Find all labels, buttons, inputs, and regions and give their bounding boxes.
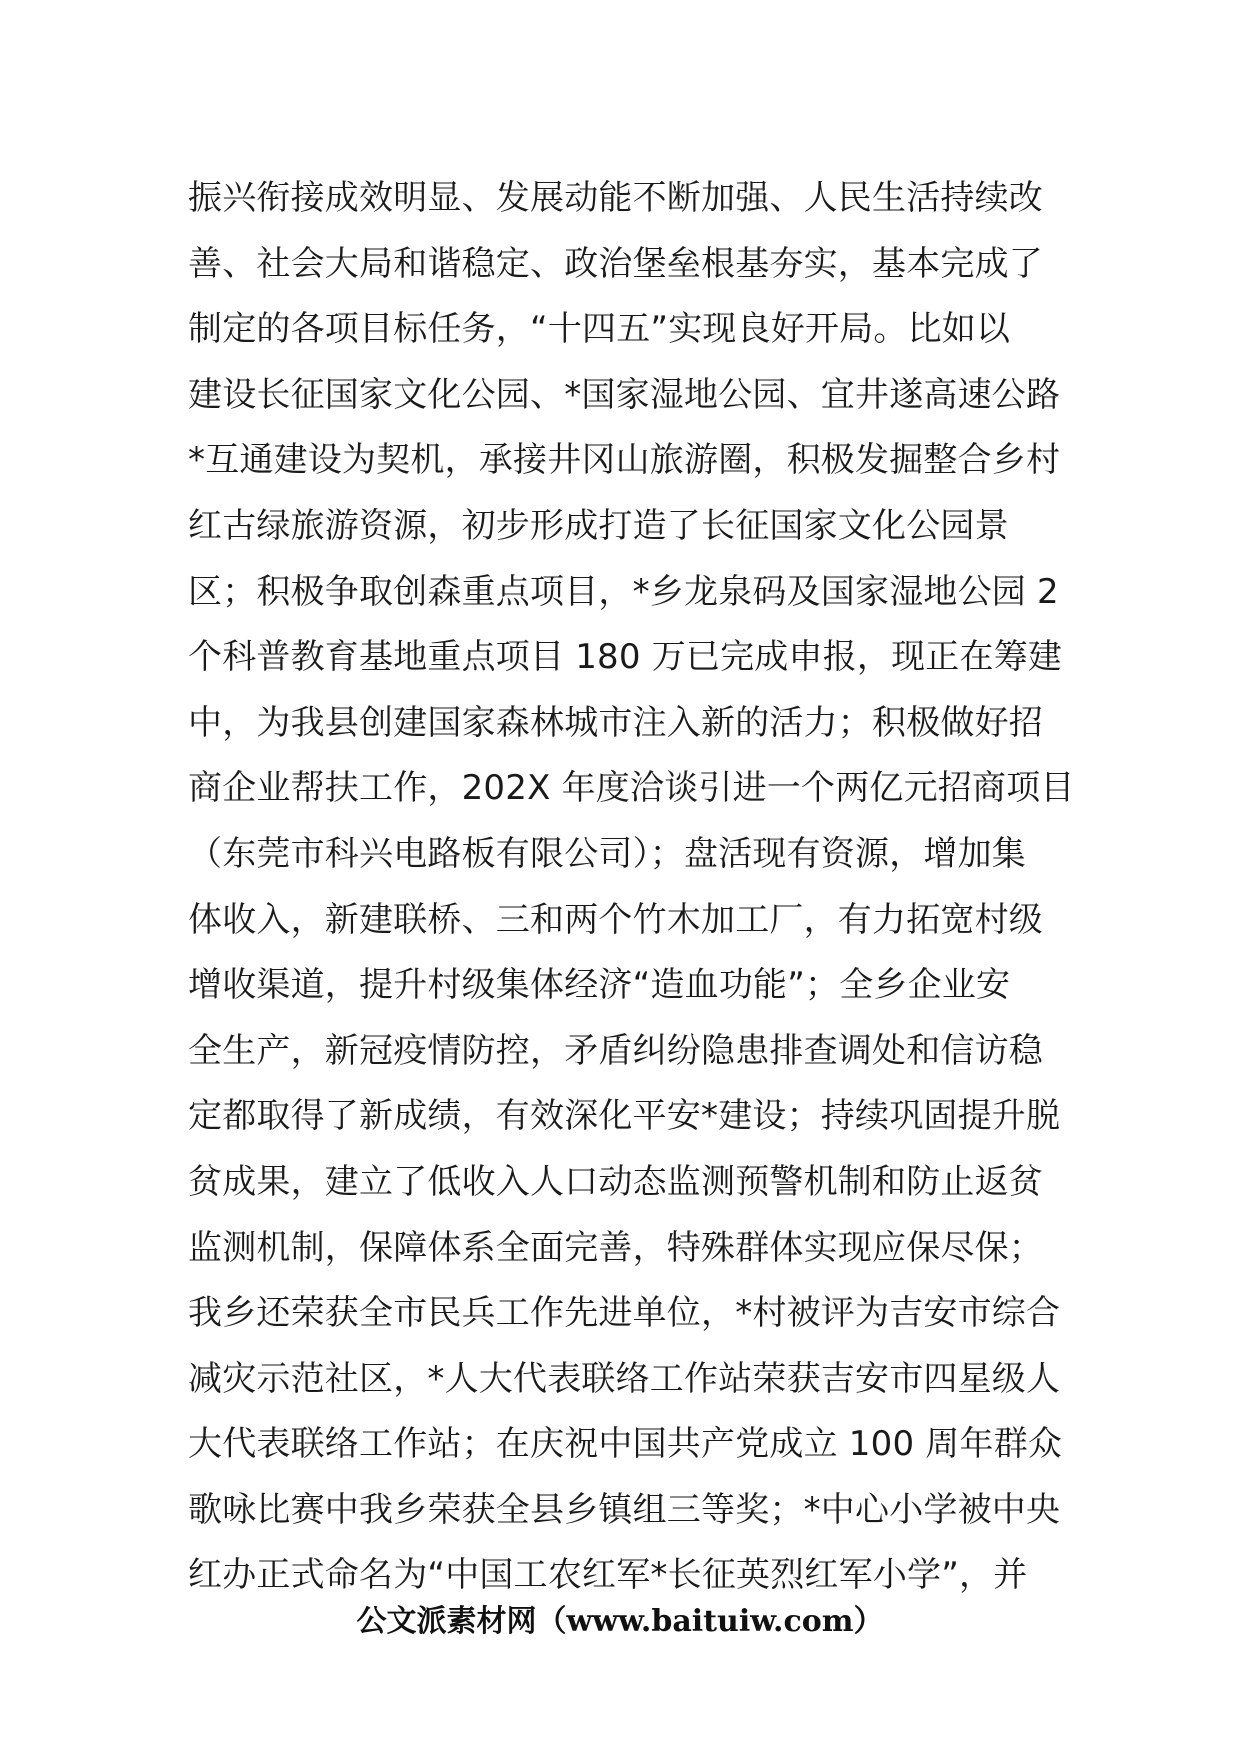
text-line: 定都取得了新成绩，有效深化平安*建设；持续巩固提升脱 xyxy=(188,1096,1061,1137)
footer-watermark: 公文派素材网（www.baituiw.com） xyxy=(356,1604,884,1639)
text-line: 个科普教育基地重点项目 180 万已完成申报，现正在筹建 xyxy=(188,637,1063,678)
text-line: 体收入，新建联桥、三和两个竹木加工厂，有力拓宽村级 xyxy=(188,899,1043,940)
text-line: 监测机制，保障体系全面完善，特殊群体实现应保尽保； xyxy=(188,1227,1043,1268)
text-line: 制定的各项目标任务，“十四五”实现良好开局。比如以 xyxy=(188,309,1011,350)
text-line: 歌咏比赛中我乡荣获全县乡镇组三等奖；*中心小学被中央 xyxy=(188,1489,1061,1530)
text-line: 红古绿旅游资源，初步形成打造了长征国家文化公园景 xyxy=(188,505,1009,546)
text-line: 增收渠道，提升村级集体经济“造血功能”；全乡企业安 xyxy=(188,965,1011,1006)
text-line: 中，为我县创建国家森林城市注入新的活力；积极做好招 xyxy=(188,702,1043,743)
text-line: 建设长征国家文化公园、*国家湿地公园、宜井遂高速公路 xyxy=(188,374,1061,415)
text-line: 全生产，新冠疫情防控，矛盾纠纷隐患排查调处和信访稳 xyxy=(188,1030,1043,1071)
text-line: 我乡还荣获全市民兵工作先进单位，*村被评为吉安市综合 xyxy=(188,1293,1061,1334)
body-paragraph xyxy=(188,166,1075,1609)
text-line: 振兴衔接成效明显、发展动能不断加强、人民生活持续改 xyxy=(188,178,1043,218)
text-line: 商企业帮扶工作，202X 年度洽谈引进一个两亿元招商项目 xyxy=(188,768,1075,809)
text-line: 大代表联络工作站；在庆祝中国共产党成立 100 周年群众 xyxy=(188,1424,1063,1465)
text-line: 贫成果，建立了低收入人口动态监测预警机制和防止返贫 xyxy=(188,1161,1043,1202)
text-line: 减灾示范社区，*人大代表联络工作站荣获吉安市四星级人 xyxy=(188,1358,1061,1399)
text-line: 区；积极争取创森重点项目，*乡龙泉码及国家湿地公园 2 xyxy=(188,571,1059,612)
text-line: *互通建设为契机，承接井冈山旅游圈，积极发掘整合乡村 xyxy=(188,440,1061,481)
text-line: 红办正式命名为“中国工农红军*长征英烈红军小学”，并 xyxy=(188,1555,1028,1596)
text-line: （东莞市科兴电路板有限公司）；盘活现有资源，增加集 xyxy=(188,833,1026,874)
text-line: 善、社会大局和谐稳定、政治堡垒根基夯实，基本完成了 xyxy=(188,243,1043,284)
